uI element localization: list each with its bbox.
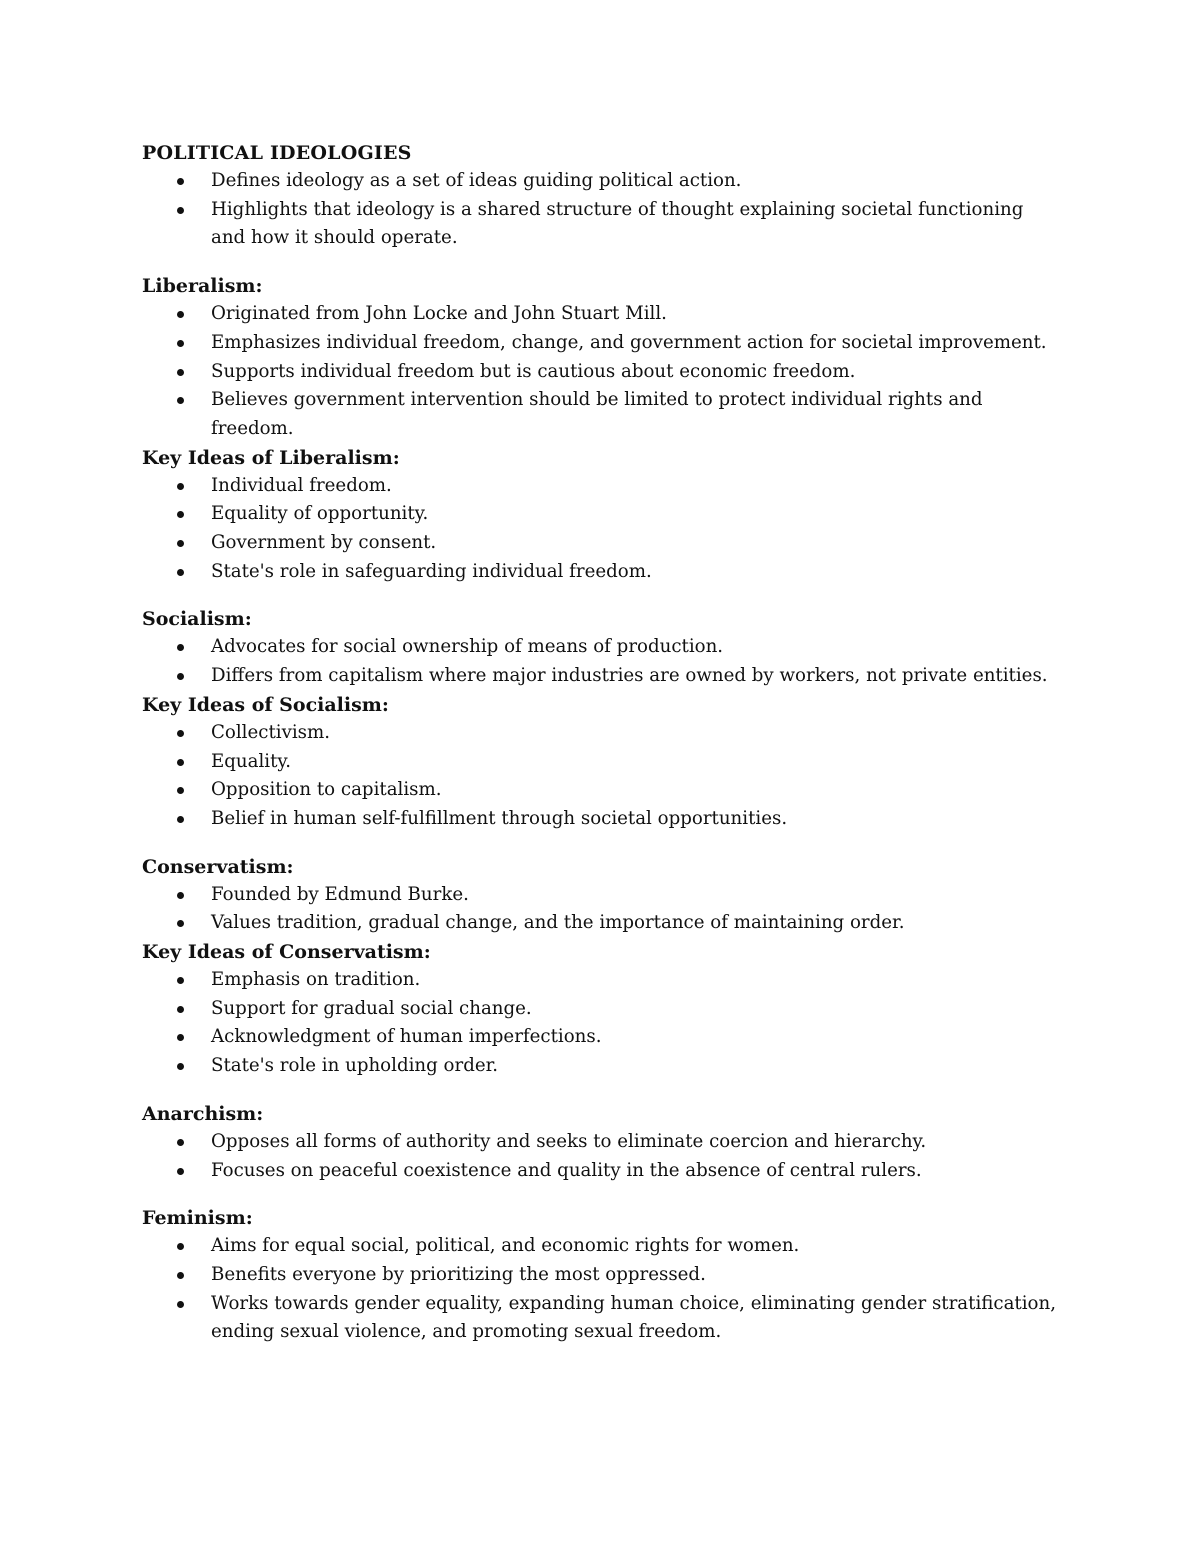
list-item: Works towards gender equality, expanding human choice, eliminating gender stratification, ending sexual violence, and promoting sexual freedom.: [142, 1290, 1062, 1347]
list-item: Aims for equal social, political, and economic rights for women.: [142, 1232, 1062, 1261]
conservatism-key-list: [142, 966, 1062, 1081]
list-item: Equality of opportunity.: [142, 500, 1062, 529]
list-item: Opposition to capitalism.: [142, 776, 1062, 805]
list-item: Differs from capitalism where major industries are owned by workers, not private entities.: [142, 662, 1062, 691]
list-item: Founded by Edmund Burke.: [142, 881, 1062, 910]
list-item: Values tradition, gradual change, and the importance of maintaining order.: [142, 909, 1062, 938]
key-ideas-heading-socialism: Key Ideas of Socialism:: [142, 693, 389, 716]
bullet-icon: [177, 340, 184, 347]
bullet-icon: [177, 673, 184, 680]
list-item: Equality.: [142, 748, 1062, 777]
list-item: State's role in upholding order.: [142, 1052, 1062, 1081]
bullet-icon: [177, 1139, 184, 1146]
section-heading-anarchism: Anarchism:: [142, 1102, 264, 1125]
bullet-icon: [177, 1243, 184, 1250]
liberalism-list: [142, 300, 1062, 444]
section-heading-conservatism: Conservatism:: [142, 855, 294, 878]
list-item: Defines ideology as a set of ideas guiding political action.: [142, 167, 1062, 196]
list-item: Government by consent.: [142, 529, 1062, 558]
bullet-icon: [177, 787, 184, 794]
socialism-list: [142, 633, 1062, 690]
socialism-key-list: [142, 719, 1062, 834]
list-item: Belief in human self-fulfillment through societal opportunities.: [142, 805, 1062, 834]
bullet-icon: [177, 178, 184, 185]
list-item: State's role in safeguarding individual freedom.: [142, 558, 1062, 587]
list-item: Emphasizes individual freedom, change, and government action for societal improvement.: [142, 329, 1062, 358]
bullet-icon: [177, 977, 184, 984]
list-item: Opposes all forms of authority and seeks to eliminate coercion and hierarchy.: [142, 1128, 1062, 1157]
list-item: Advocates for social ownership of means of production.: [142, 633, 1062, 662]
conservatism-list: [142, 881, 1062, 938]
bullet-icon: [177, 816, 184, 823]
bullet-icon: [177, 1301, 184, 1308]
key-ideas-heading-conservatism: Key Ideas of Conservatism:: [142, 941, 431, 964]
bullet-icon: [177, 1063, 184, 1070]
feminism-list: [142, 1232, 1062, 1347]
bullet-icon: [177, 730, 184, 737]
document-body: [142, 139, 1062, 1347]
bullet-icon: [177, 540, 184, 547]
bullet-icon: [177, 1168, 184, 1175]
key-ideas-heading-liberalism: Key Ideas of Liberalism:: [142, 446, 400, 469]
list-item: Collectivism.: [142, 719, 1062, 748]
list-item: Benefits everyone by prioritizing the most oppressed.: [142, 1261, 1062, 1290]
bullet-icon: [177, 207, 184, 214]
bullet-icon: [177, 569, 184, 576]
list-item: Acknowledgment of human imperfections.: [142, 1023, 1062, 1052]
list-item: Individual freedom.: [142, 472, 1062, 501]
intro-list: [142, 167, 1062, 253]
section-heading-socialism: Socialism:: [142, 608, 252, 631]
liberalism-key-list: [142, 472, 1062, 587]
list-item: Highlights that ideology is a shared structure of thought explaining societal functioning and how it should operate.: [142, 196, 1062, 253]
page-title: POLITICAL IDEOLOGIES: [142, 142, 412, 164]
bullet-icon: [177, 369, 184, 376]
bullet-icon: [177, 759, 184, 766]
bullet-icon: [177, 892, 184, 899]
bullet-icon: [177, 511, 184, 518]
list-item: Focuses on peaceful coexistence and quality in the absence of central rulers.: [142, 1157, 1062, 1186]
section-heading-liberalism: Liberalism:: [142, 275, 263, 298]
anarchism-list: [142, 1128, 1062, 1185]
list-item: Emphasis on tradition.: [142, 966, 1062, 995]
section-heading-feminism: Feminism:: [142, 1207, 253, 1230]
bullet-icon: [177, 311, 184, 318]
list-item: Support for gradual social change.: [142, 995, 1062, 1024]
bullet-icon: [177, 1272, 184, 1279]
bullet-icon: [177, 397, 184, 404]
bullet-icon: [177, 920, 184, 927]
bullet-icon: [177, 1034, 184, 1041]
bullet-icon: [177, 1006, 184, 1013]
list-item: Supports individual freedom but is cautious about economic freedom.: [142, 358, 1062, 387]
list-item: Believes government intervention should be limited to protect individual rights and freedom.: [142, 386, 1062, 443]
list-item: Originated from John Locke and John Stuart Mill.: [142, 300, 1062, 329]
bullet-icon: [177, 644, 184, 651]
bullet-icon: [177, 483, 184, 490]
